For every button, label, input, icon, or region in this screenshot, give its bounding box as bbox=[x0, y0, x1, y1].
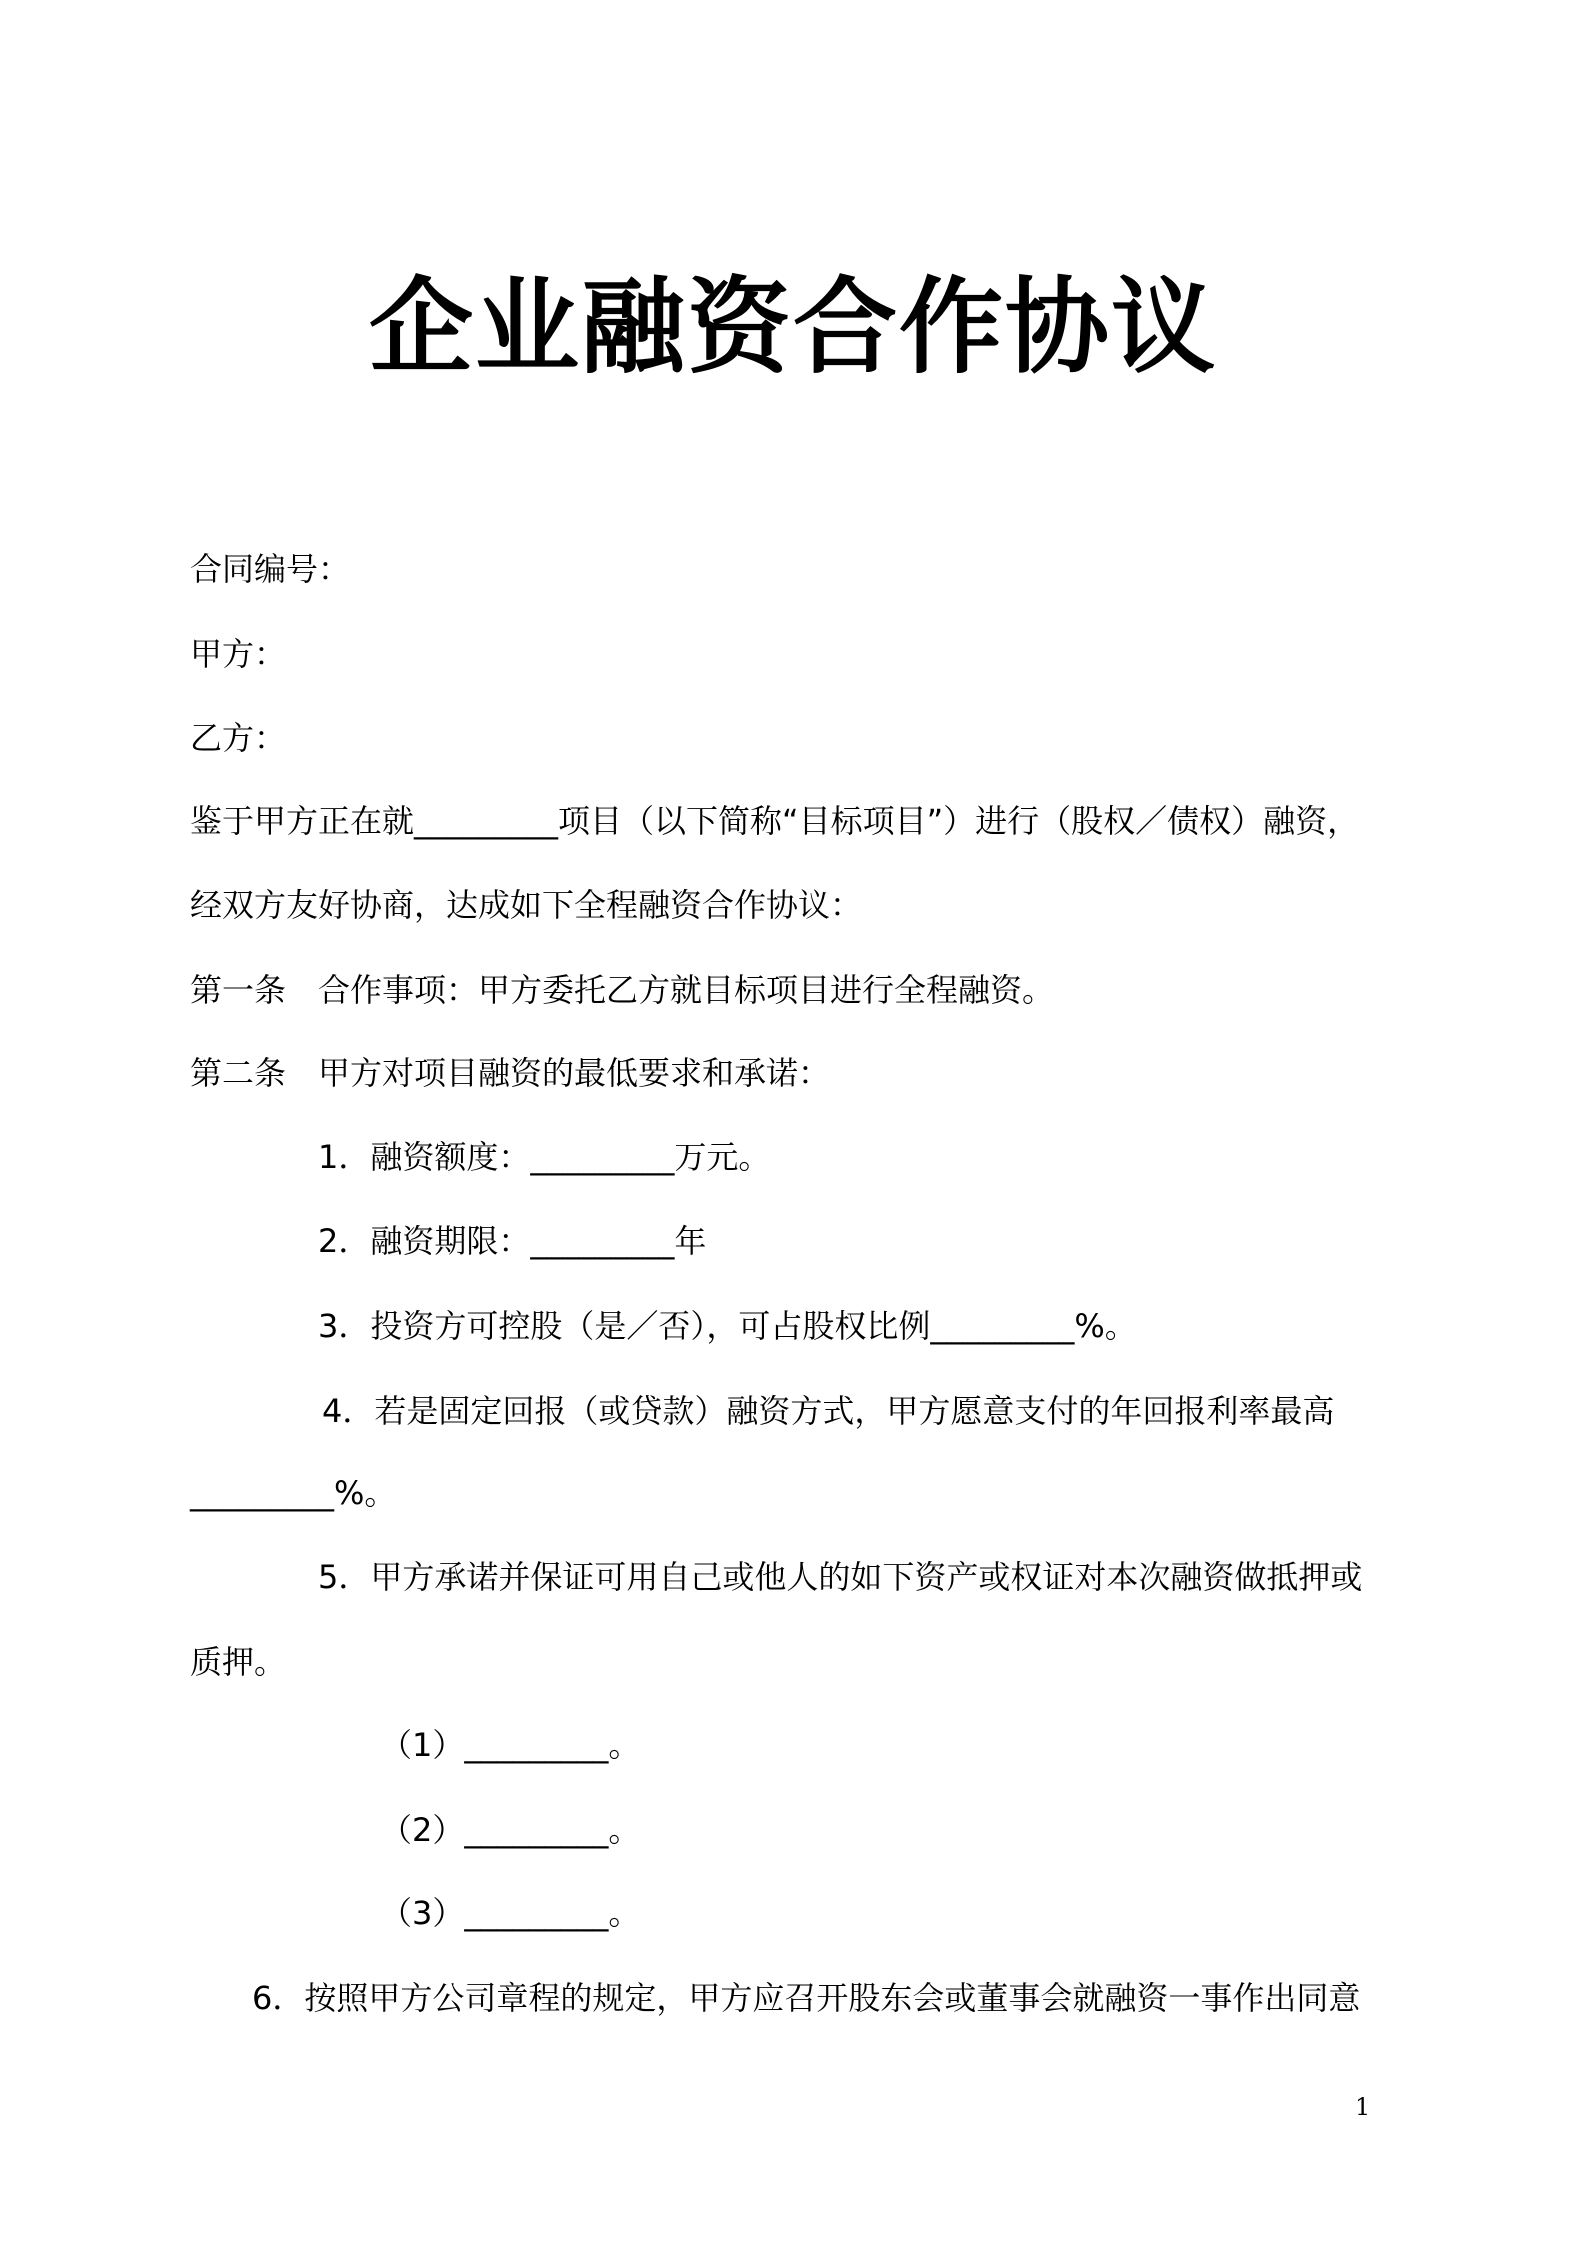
document-title: 企业融资合作协议 bbox=[368, 266, 1217, 388]
sub-item-2: （2）_________。 bbox=[380, 1811, 641, 1849]
article-2-label: 第二条 bbox=[190, 1054, 287, 1092]
item-4-line-2: _________%。 bbox=[190, 1474, 397, 1512]
item-3-equity-control: 3．投资方可控股（是／否），可占股权比例_________%。 bbox=[318, 1307, 1137, 1345]
sub-item-1: （1）_________。 bbox=[380, 1726, 641, 1764]
item-2-financing-term: 2．融资期限：_________年 bbox=[318, 1222, 707, 1260]
article-1-label: 第一条 bbox=[190, 971, 287, 1009]
item-5-line-2: 质押。 bbox=[190, 1643, 287, 1681]
article-1-text: 合作事项：甲方委托乙方就目标项目进行全程融资。 bbox=[318, 971, 1055, 1009]
contract-number-label: 合同编号： bbox=[190, 550, 351, 588]
intro-paragraph-line-1: 鉴于甲方正在就_________项目（以下简称“目标项目”）进行（股权／债权）融资， bbox=[190, 802, 1360, 840]
party-a-label: 甲方： bbox=[190, 635, 287, 673]
item-6-line-1: 6．按照甲方公司章程的规定，甲方应召开股东会或董事会就融资一事作出同意 bbox=[252, 1979, 1361, 2017]
page-number: 1 bbox=[1355, 2093, 1371, 2121]
article-1 bbox=[190, 968, 1054, 1012]
item-5-line-1: 5．甲方承诺并保证可用自己或他人的如下资产或权证对本次融资做抵押或 bbox=[318, 1558, 1363, 1596]
party-b-label: 乙方： bbox=[190, 719, 287, 757]
item-4-line-1: 4．若是固定回报（或贷款）融资方式，甲方愿意支付的年回报利率最高 bbox=[322, 1392, 1335, 1430]
sub-item-3: （3）_________。 bbox=[380, 1894, 641, 1932]
intro-paragraph-line-2: 经双方友好协商，达成如下全程融资合作协议： bbox=[190, 886, 863, 924]
article-2-text: 甲方对项目融资的最低要求和承诺： bbox=[318, 1054, 831, 1092]
article-2 bbox=[190, 1051, 830, 1095]
item-1-financing-amount: 1．融资额度：_________万元。 bbox=[318, 1138, 771, 1176]
